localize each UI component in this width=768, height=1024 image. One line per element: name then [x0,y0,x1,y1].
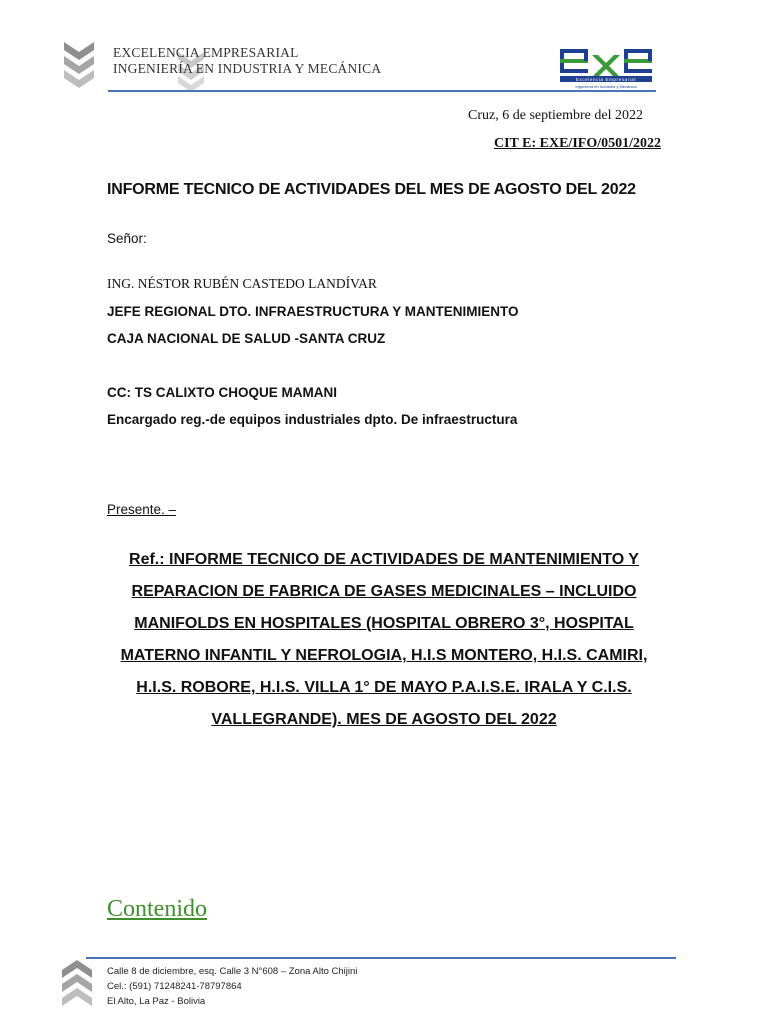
company-name [113,45,381,77]
reference-block [107,544,661,736]
cc-role: Encargado reg.-de equipos industriales dpto. De infraestructura [107,412,518,427]
reference-line: VALLEGRANDE). MES DE AGOSTO DEL 2022 [211,711,557,728]
recipient-role: JEFE REGIONAL DTO. INFRAESTRUCTURA Y MANTENIMIENTO [107,304,519,319]
reference-line: Ref.: INFORME TECNICO DE ACTIVIDADES DE MANTENIMIENTO Y [129,551,639,568]
cc-recipient: CC: TS CALIXTO CHOQUE MAMANI [107,385,337,400]
footer-address: Calle 8 de diciembre, esq. Calle 3 N°608 – Zona Alto Chijini [107,966,358,977]
reference-line: H.I.S. ROBORE, H.I.S. VILLA 1° DE MAYO P.A.I.S.E. IRALA Y C.I.S. [136,679,632,696]
footer-divider [86,957,676,959]
recipient-name: ING. NÉSTOR RUBÉN CASTEDO LANDÍVAR [107,276,377,291]
company-line2: INGENIERÍA EN INDUSTRIA Y MECÁNICA [113,61,382,76]
salutation: Señor: [107,231,147,246]
chevron-logo-icon [62,40,96,88]
citation-code: CIT E: EXE/IFO/0501/2022 [494,136,661,151]
footer-phone: Cel.: (591) 71248241-78797864 [107,981,242,992]
recipient-organization: CAJA NACIONAL DE SALUD -SANTA CRUZ [107,331,386,346]
logo-sub2: Ingeniería en Industria y Mecánica [575,84,637,89]
reference-line: MANIFOLDS EN HOSPITALES (HOSPITAL OBRERO 3°, HOSPITAL [134,615,634,632]
reference-line: MATERNO INFANTIL Y NEFROLOGIA, H.I.S MONTERO, H.I.S. CAMIRI, [120,647,648,664]
presente-line: Presente. – [107,502,177,517]
contents-heading[interactable]: Contenido [107,896,207,922]
chevron-up-icon [60,960,94,1008]
logo-sub1: Excelencia Empresarial [575,77,637,82]
footer-contact [107,964,357,1009]
document-title: INFORME TECNICO DE ACTIVIDADES DEL MES DE AGOSTO DEL 2022 [107,181,636,198]
company-logo [558,46,656,92]
company-line1: EXCELENCIA EMPRESARIAL [113,45,299,60]
footer-city: El Alto, La Paz - Bolivia [107,996,206,1007]
reference-line: REPARACION DE FABRICA DE GASES MEDICINALES – INCLUIDO [131,583,637,600]
letter-date: Cruz, 6 de septiembre del 2022 [468,108,643,123]
